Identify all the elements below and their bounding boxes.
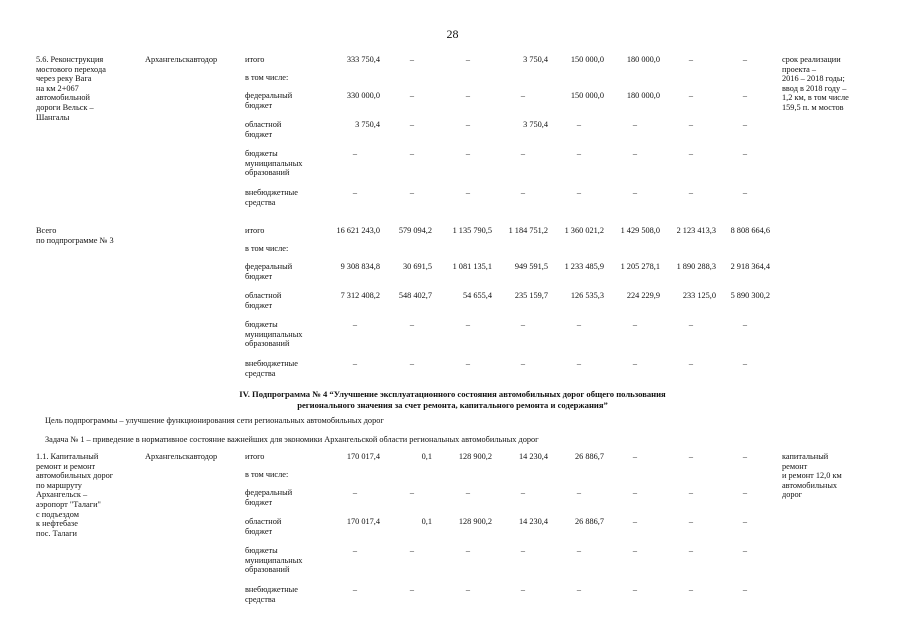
amount-cell: – — [742, 188, 748, 197]
amount-cell: – — [688, 452, 694, 461]
amount-cell: 1 233 485,9 — [564, 262, 604, 271]
amount-cell: 333 750,4 — [346, 55, 380, 64]
amount-cell: 5 890 300,2 — [730, 291, 770, 300]
amount-cell: – — [576, 188, 582, 197]
row-note: капитальный ремонт и ремонт 12,0 км автомобильных дорог — [782, 452, 842, 500]
amount-cell: – — [520, 488, 526, 497]
amount-cell: 126 535,3 — [570, 291, 604, 300]
amount-cell: – — [742, 452, 748, 461]
amount-cell: – — [409, 120, 415, 129]
funding-source-label: в том числе: — [245, 470, 289, 479]
amount-cell: 1 890 288,3 — [676, 262, 716, 271]
amount-cell: – — [576, 359, 582, 368]
amount-cell: – — [632, 149, 638, 158]
amount-cell: – — [352, 320, 358, 329]
amount-cell: – — [520, 359, 526, 368]
funding-source-label: внебюджетные средства — [245, 585, 298, 604]
amount-cell: 1 081 135,1 — [452, 262, 492, 271]
amount-cell: – — [688, 585, 694, 594]
amount-cell: – — [465, 359, 471, 368]
amount-cell: – — [465, 488, 471, 497]
row-note: срок реализации проекта – 2016 – 2018 годы; ввод в 2018 году – 1,2 км, в том числе 159,5 п. м мостов — [782, 55, 849, 112]
amount-cell: – — [632, 120, 638, 129]
amount-cell: 26 886,7 — [574, 517, 604, 526]
amount-cell: – — [409, 546, 415, 555]
amount-cell: 330 000,0 — [346, 91, 380, 100]
amount-cell: – — [632, 585, 638, 594]
amount-cell: – — [688, 320, 694, 329]
subprogram-heading-line2: регионального значения за счет ремонта, капитального ремонта и содержания” — [297, 400, 608, 410]
amount-cell: – — [688, 149, 694, 158]
funding-source-label: бюджеты муниципальных образований — [245, 546, 303, 575]
funding-source-label: итого — [245, 226, 265, 235]
amount-cell: – — [520, 149, 526, 158]
amount-cell: – — [688, 517, 694, 526]
amount-cell: – — [576, 120, 582, 129]
amount-cell: – — [465, 188, 471, 197]
row-name: 1.1. Капитальный ремонт и ремонт автомобильных дорог по маршруту Архангельск – аэропорт "Талаги" с подъездом к нефтебазе пос. Талаги — [36, 452, 114, 538]
funding-source-label: внебюджетные средства — [245, 188, 298, 207]
funding-source-label: областной бюджет — [245, 291, 282, 310]
funding-source-label: федеральный бюджет — [245, 488, 293, 507]
amount-cell: 0,1 — [421, 517, 432, 526]
funding-source-label: бюджеты муниципальных образований — [245, 149, 303, 178]
amount-cell: – — [742, 585, 748, 594]
funding-source-label: бюджеты муниципальных образований — [245, 320, 303, 349]
funding-source-label: федеральный бюджет — [245, 262, 293, 281]
amount-cell: 180 000,0 — [626, 91, 660, 100]
amount-cell: – — [742, 91, 748, 100]
amount-cell: – — [352, 488, 358, 497]
funding-source-label: итого — [245, 55, 265, 64]
amount-cell: – — [465, 320, 471, 329]
amount-cell: – — [688, 91, 694, 100]
amount-cell: 14 230,4 — [518, 517, 548, 526]
funding-source-label: в том числе: — [245, 244, 289, 253]
funding-source-label: федеральный бюджет — [245, 91, 293, 110]
amount-cell: – — [352, 585, 358, 594]
amount-cell: 1 429 508,0 — [620, 226, 660, 235]
amount-cell: – — [576, 320, 582, 329]
page-number: 28 — [446, 27, 459, 41]
amount-cell: 949 591,5 — [514, 262, 548, 271]
amount-cell: 1 184 751,2 — [508, 226, 548, 235]
subprogram-goal: Цель подпрограммы – улучшение функционирования сети региональных автомобильных дорог — [45, 416, 384, 425]
amount-cell: 3 750,4 — [523, 120, 548, 129]
amount-cell: – — [409, 55, 415, 64]
amount-cell: – — [520, 320, 526, 329]
amount-cell: – — [409, 91, 415, 100]
amount-cell: – — [742, 149, 748, 158]
amount-cell: 1 205 278,1 — [620, 262, 660, 271]
amount-cell: – — [576, 488, 582, 497]
funding-source-label: областной бюджет — [245, 517, 282, 536]
amount-cell: – — [688, 120, 694, 129]
amount-cell: 2 918 364,4 — [730, 262, 770, 271]
amount-cell: – — [688, 188, 694, 197]
funding-source-label: областной бюджет — [245, 120, 282, 139]
amount-cell: 3 750,4 — [523, 55, 548, 64]
amount-cell: – — [409, 188, 415, 197]
amount-cell: – — [465, 55, 471, 64]
amount-cell: 235 159,7 — [514, 291, 548, 300]
amount-cell: – — [632, 359, 638, 368]
amount-cell: – — [465, 585, 471, 594]
amount-cell: – — [465, 546, 471, 555]
amount-cell: – — [520, 585, 526, 594]
funding-source-label: итого — [245, 452, 265, 461]
amount-cell: 54 655,4 — [462, 291, 492, 300]
amount-cell: – — [465, 91, 471, 100]
amount-cell: – — [742, 359, 748, 368]
amount-cell: – — [742, 120, 748, 129]
amount-cell: – — [409, 149, 415, 158]
amount-cell: – — [688, 546, 694, 555]
amount-cell: – — [352, 359, 358, 368]
amount-cell: – — [688, 55, 694, 64]
amount-cell: – — [465, 120, 471, 129]
amount-cell: 14 230,4 — [518, 452, 548, 461]
amount-cell: 579 094,2 — [398, 226, 432, 235]
amount-cell: – — [632, 517, 638, 526]
amount-cell: – — [576, 149, 582, 158]
amount-cell: 2 123 413,3 — [676, 226, 716, 235]
funding-source-label: внебюджетные средства — [245, 359, 298, 378]
row-executor: Архангельскавтодор — [145, 55, 218, 64]
amount-cell: – — [576, 585, 582, 594]
amount-cell: 128 900,2 — [458, 452, 492, 461]
amount-cell: – — [632, 488, 638, 497]
subprogram-heading-line1: IV. Подпрограмма № 4 “Улучшение эксплуатационного состояния автомобильных дорог общего пользования — [239, 389, 666, 399]
amount-cell: 26 886,7 — [574, 452, 604, 461]
amount-cell: – — [352, 188, 358, 197]
amount-cell: 224 229,9 — [626, 291, 660, 300]
amount-cell: 1 135 790,5 — [452, 226, 492, 235]
amount-cell: – — [742, 488, 748, 497]
amount-cell: 8 808 664,6 — [730, 226, 770, 235]
amount-cell: 150 000,0 — [570, 91, 604, 100]
amount-cell: – — [409, 488, 415, 497]
amount-cell: – — [742, 55, 748, 64]
funding-source-label: в том числе: — [245, 73, 289, 82]
row-name: Всего по подпрограмме № 3 — [36, 226, 114, 245]
amount-cell: – — [576, 546, 582, 555]
amount-cell: – — [409, 585, 415, 594]
amount-cell: 30 691,5 — [402, 262, 432, 271]
amount-cell: – — [409, 320, 415, 329]
amount-cell: – — [632, 320, 638, 329]
amount-cell: 0,1 — [421, 452, 432, 461]
amount-cell: 170 017,4 — [346, 517, 380, 526]
row-name: 5.6. Реконструкция мостового перехода через реку Вага на км 2+067 автомобильной дороги Вельск – Шангалы — [36, 55, 106, 122]
amount-cell: – — [520, 188, 526, 197]
amount-cell: – — [688, 359, 694, 368]
amount-cell: 9 308 834,8 — [340, 262, 380, 271]
row-executor: Архангельскавтодор — [145, 452, 218, 461]
amount-cell: – — [632, 452, 638, 461]
amount-cell: – — [632, 188, 638, 197]
amount-cell: – — [742, 320, 748, 329]
amount-cell: 3 750,4 — [355, 120, 380, 129]
amount-cell: 233 125,0 — [682, 291, 716, 300]
amount-cell: – — [632, 546, 638, 555]
amount-cell: 16 621 243,0 — [336, 226, 380, 235]
amount-cell: – — [465, 149, 471, 158]
amount-cell: 128 900,2 — [458, 517, 492, 526]
amount-cell: 170 017,4 — [346, 452, 380, 461]
amount-cell: 7 312 408,2 — [340, 291, 380, 300]
amount-cell: 180 000,0 — [626, 55, 660, 64]
amount-cell: – — [742, 546, 748, 555]
amount-cell: – — [409, 359, 415, 368]
amount-cell: 1 360 021,2 — [564, 226, 604, 235]
amount-cell: – — [520, 546, 526, 555]
amount-cell: 548 402,7 — [398, 291, 432, 300]
amount-cell: – — [520, 91, 526, 100]
amount-cell: 150 000,0 — [570, 55, 604, 64]
subprogram-task: Задача № 1 – приведение в нормативное состояние важнейших для экономики Архангельской области региональных автомобильных дорог — [45, 435, 539, 444]
amount-cell: – — [688, 488, 694, 497]
amount-cell: – — [352, 546, 358, 555]
amount-cell: – — [742, 517, 748, 526]
amount-cell: – — [352, 149, 358, 158]
